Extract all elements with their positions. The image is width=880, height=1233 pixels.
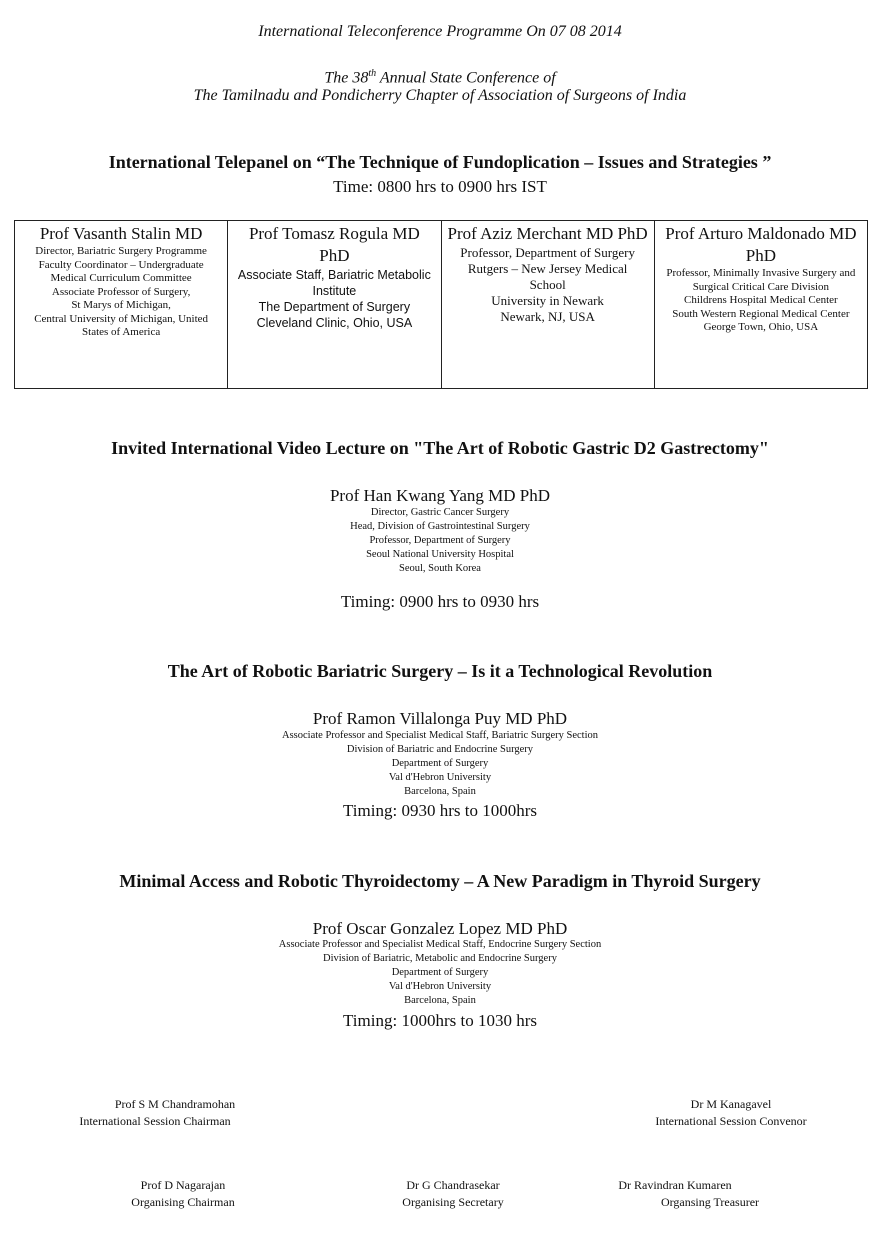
- detail-line: Barcelona, Spain: [404, 995, 476, 1006]
- detail-line: Associate Professor of Surgery,: [51, 285, 191, 298]
- detail-line: Barcelona, Spain: [404, 786, 476, 797]
- conference-title: The 38th Annual State Conference of: [324, 68, 556, 87]
- detail-line: Rutgers – New Jersey Medical: [467, 261, 628, 276]
- telepanel-time: Time: 0800 hrs to 0900 hrs IST: [333, 177, 547, 196]
- session-speaker: Prof Ramon Villalonga Puy MD PhD: [312, 709, 568, 728]
- panelist-cell: Prof Tomasz Rogula MD PhD Associate Staff, Bariatric Metabolic Institute The Department of Surgery Cleveland Clinic, Ohio, USA: [228, 221, 441, 389]
- speaker-details: [0, 938, 880, 1008]
- detail-line: Seoul, South Korea: [399, 563, 481, 574]
- detail-line: Val d'Hebron University: [388, 981, 492, 992]
- detail-line: Head, Division of Gastrointestinal Surgery: [350, 521, 530, 532]
- detail-line: Professor, Department of Surgery: [460, 245, 635, 260]
- detail-line: The Department of Surgery: [258, 300, 411, 314]
- detail-line: Childrens Hospital Medical Center: [684, 294, 838, 306]
- panelist-details: [659, 267, 863, 335]
- detail-line: Associate Professor and Specialist Medical Staff, Endocrine Surgery Section: [278, 939, 602, 950]
- signatory-organising-chairman: Prof D Nagarajan Organising Chairman: [131, 1178, 235, 1209]
- session-timing: Timing: 1000hrs to 1030 hrs: [343, 1011, 537, 1030]
- detail-line: South Western Regional Medical Center: [672, 307, 850, 320]
- session-title: Invited International Video Lecture on "The Art of Robotic Gastric D2 Gastrectomy": [111, 438, 769, 458]
- detail-line: Department of Surgery: [391, 967, 489, 978]
- panelist-cell: Prof Aziz Merchant MD PhD Professor, Department of Surgery Rutgers – New Jersey Medical School University in Newark Newark, NJ, USA: [441, 221, 654, 389]
- detail-line: University in Newark: [491, 293, 604, 308]
- chapter-title: The Tamilnadu and Pondicherry Chapter of Association of Surgeons of India: [193, 87, 687, 104]
- detail-line: Associate Staff, Bariatric Metabolic: [237, 268, 431, 282]
- detail-line: George Town, Ohio, USA: [703, 321, 819, 333]
- panelist-cell: Prof Arturo Maldonado MD PhD Professor, Minimally Invasive Surgery and Surgical Critical Care Division Childrens Hospital Medical Center South Western Regional Medical Center George Town, Ohio, USA: [654, 221, 867, 389]
- detail-line: Department of Surgery: [391, 758, 489, 769]
- session-title: The Art of Robotic Bariatric Surgery – Is it a Technological Revolution: [167, 661, 713, 681]
- session-speaker: Prof Han Kwang Yang MD PhD: [329, 486, 551, 505]
- detail-line: Professor, Minimally Invasive Surgery and: [666, 267, 856, 279]
- detail-line: Newark, NJ, USA: [500, 309, 595, 324]
- panelist-details: [19, 245, 223, 340]
- panelist-details: [232, 267, 436, 331]
- speaker-details: [0, 729, 880, 799]
- signatory-secretary: Dr G Chandrasekar Organising Secretary: [402, 1178, 504, 1209]
- detail-line: Division of Bariatric, Metabolic and Endocrine Surgery: [323, 953, 557, 964]
- detail-line: Faculty Coordinator – Undergraduate: [38, 258, 204, 271]
- telepanel-title: International Telepanel on “The Technique of Fundoplication – Issues and Strategies ”: [108, 152, 772, 172]
- signatory-chairman: Prof S M Chandramohan International Session Chairman: [79, 1097, 236, 1128]
- detail-line: Cleveland Clinic, Ohio, USA: [256, 316, 413, 330]
- session-speaker: Prof Oscar Gonzalez Lopez MD PhD: [312, 919, 568, 938]
- panelists-table: [14, 220, 868, 389]
- detail-line: Associate Professor and Specialist Medical Staff, Bariatric Surgery Section: [282, 730, 598, 741]
- detail-line: School: [529, 277, 566, 292]
- speaker-details: [0, 506, 880, 576]
- detail-line: States of America: [82, 326, 161, 338]
- detail-line: Professor, Department of Surgery: [369, 535, 511, 546]
- detail-line: Seoul National University Hospital: [366, 549, 514, 560]
- detail-line: Surgical Critical Care Division: [692, 280, 830, 293]
- signatory-treasurer: Dr Ravindran Kumaren Organsing Treasurer: [618, 1178, 760, 1209]
- programme-title: International Teleconference Programme On 07 08 2014: [258, 23, 622, 40]
- detail-line: St Marys of Michigan,: [71, 299, 171, 311]
- detail-line: Medical Curriculum Committee: [50, 272, 192, 284]
- detail-line: Director, Gastric Cancer Surgery: [370, 507, 510, 518]
- detail-line: Institute: [312, 284, 357, 298]
- session-title: Minimal Access and Robotic Thyroidectomy – A New Paradigm in Thyroid Surgery: [119, 871, 761, 891]
- detail-line: Division of Bariatric and Endocrine Surgery: [346, 744, 534, 755]
- signatory-convenor: Dr M Kanagavel International Session Convenor: [655, 1097, 807, 1128]
- session-timing: Timing: 0930 hrs to 1000hrs: [343, 801, 537, 820]
- panelist-details: [446, 245, 650, 325]
- panelist-cell: Prof Vasanth Stalin MD Director, Bariatric Surgery Programme Faculty Coordinator – Undergraduate Medical Curriculum Committee Associate Professor of Surgery, St Marys of Michigan, Central University of Michigan, United States of America: [15, 221, 228, 389]
- detail-line: Central University of Michigan, United: [34, 312, 209, 325]
- detail-line: Val d'Hebron University: [388, 772, 492, 783]
- session-timing: Timing: 0900 hrs to 0930 hrs: [340, 592, 540, 611]
- detail-line: Director, Bariatric Surgery Programme: [35, 245, 207, 257]
